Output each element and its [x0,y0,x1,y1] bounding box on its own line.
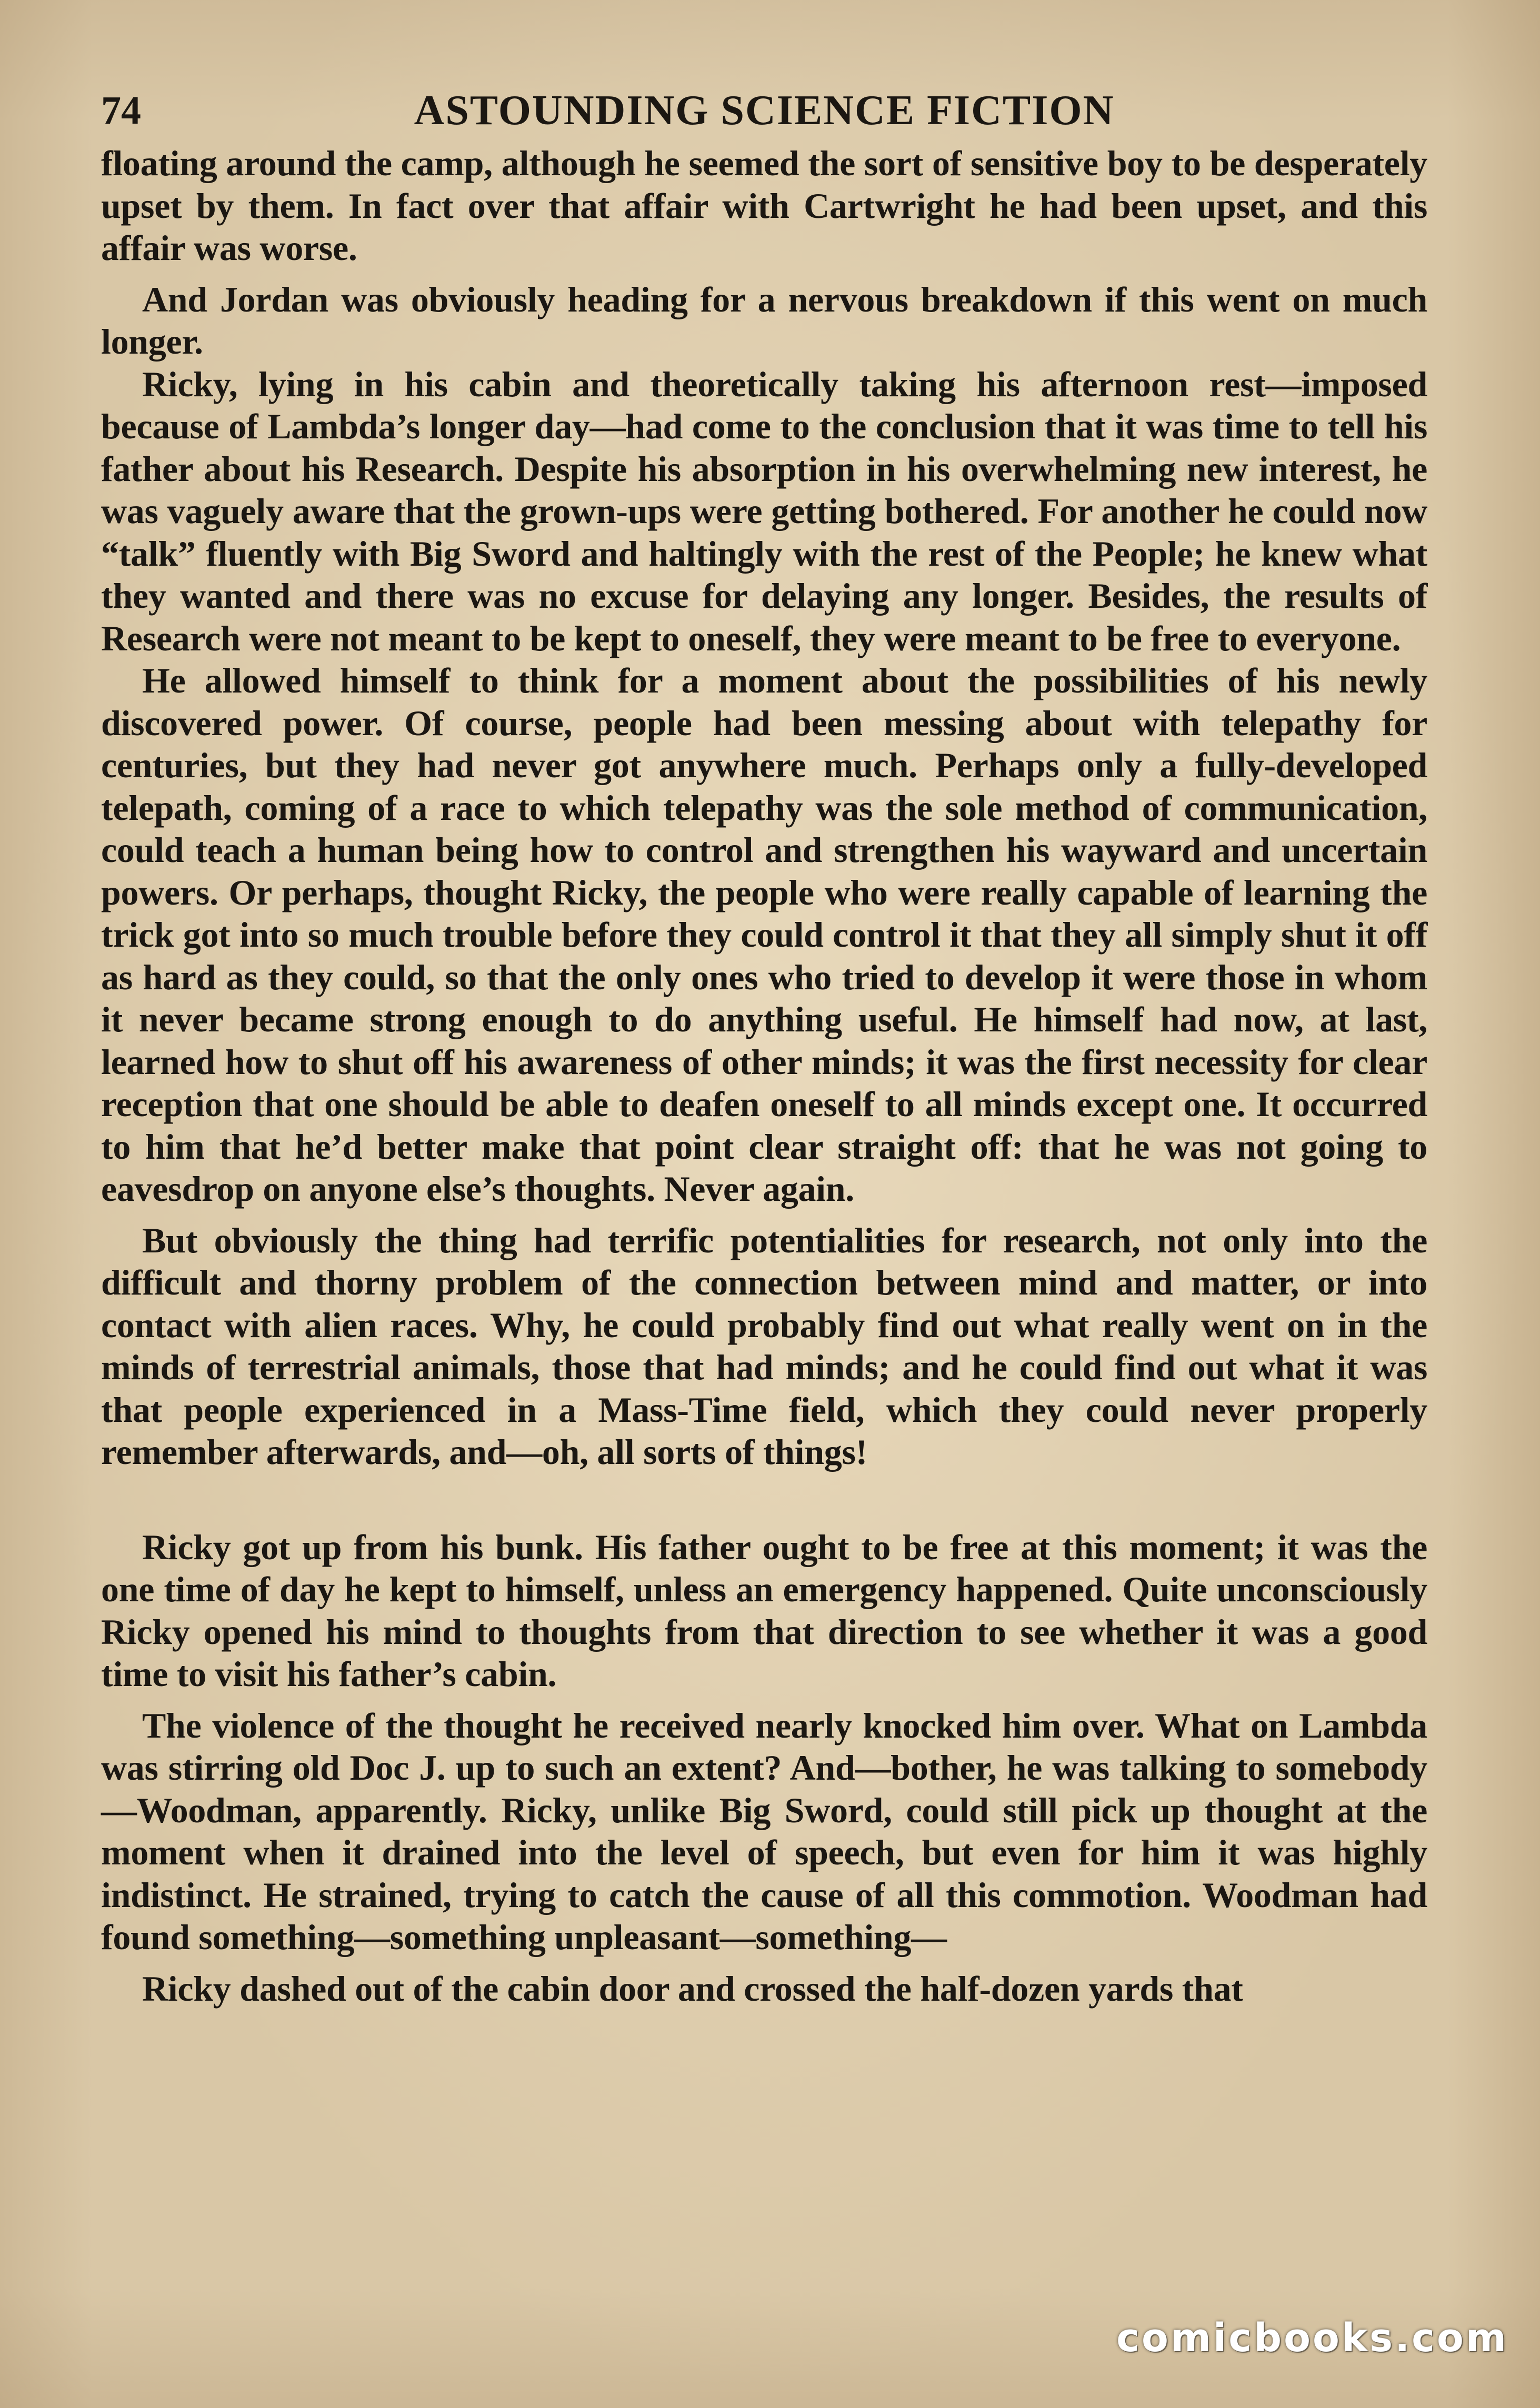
watermark: comicbooks.com [1116,2315,1508,2361]
paragraph-8: Ricky dashed out of the cabin door and crossed the half-dozen yards that [142,1968,1243,2009]
paragraph-6: Ricky got up from his bunk. His father ought to be free at this moment; it was the one time of day he kept to himself, unless an emergency happened. Quite unconsciously Ricky opened his mind to thoughts from that direction to see whether it was a good time to visit his father’s cabin. [101,1527,1427,1694]
page-number: 74 [101,88,141,133]
paragraph-5: But obviously the thing had terrific potentialities for research, not only into the difficult and thorny problem of the connection between mind and matter, or into contact with alien races. Why, he could probably find out what really went on in the minds of terrestrial animals, those that had minds; and he could find out what it was that people experienced in a Mass-Time field, which they could never properly remember afterwards, and—oh, all sorts of things! [101,1220,1427,1472]
paragraph-3: Ricky, lying in his cabin and theoretically taking his afternoon rest—imposed because of Lambda’s longer day—had come to the conclusion that it was time to tell his father about his Research. Despite his absorption in his overwhelming new interest, he was vaguely aware that the grown-ups were getting bothered. For another he could now “talk” fluently with Big Sword and haltingly with the rest of the People; he knew what they wanted and there was no excuse for delaying any longer. Besides, the results of Research were not meant to be kept to oneself, they were meant to be free to everyone. [101,364,1427,658]
paragraph-1: floating around the camp, although he seemed the sort of sensitive boy to be desperately upset by them. In fact over that affair with Cartwright he had been upset, and this affair was worse. [101,143,1427,268]
page-header [101,79,1427,142]
book-page [101,79,1427,2010]
paragraph-4: He allowed himself to think for a moment about the possibilities of his newly discovered power. Of course, people had been messing about with telepathy for centuries, but they had never got anywhere much. Perhaps only a fully-developed telepath, coming of a race to which telepathy was the sole method of communication, could teach a human being how to control and strengthen his wayward and uncertain powers. Or perhaps, thought Ricky, the people who were really capable of learning the trick got into so much trouble before they could control it that they all simply shut it off as hard as they could, so that the only ones who tried to develop it were those in whom it never became strong enough to do anything useful. He himself had now, at last, learned how to shut off his awareness of other minds; it was the first necessity for clear reception that one should be able to deafen oneself to all minds except one. It occurred to him that he’d better make that point clear straight off: that he was not going to eavesdrop on anyone else’s thoughts. Never again. [101,660,1427,1209]
paragraph-2: And Jordan was obviously heading for a nervous breakdown if this went on much longer. [101,279,1427,362]
paragraph-7: The violence of the thought he received nearly knocked him over. What on Lambda was stirring old Doc J. up to such an extent? And—bother, he was talking to somebody—Woodman, apparently. Ricky, unlike Big Sword, could still pick up thought at the moment when it drained into the level of speech, but even for him it was highly indistinct. He strained, trying to catch the cause of all this commotion. Woodman had found something—something unpleasant—something— [101,1705,1427,1957]
running-head: ASTOUNDING SCIENCE FICTION [414,87,1115,134]
body-text [101,142,1427,2010]
